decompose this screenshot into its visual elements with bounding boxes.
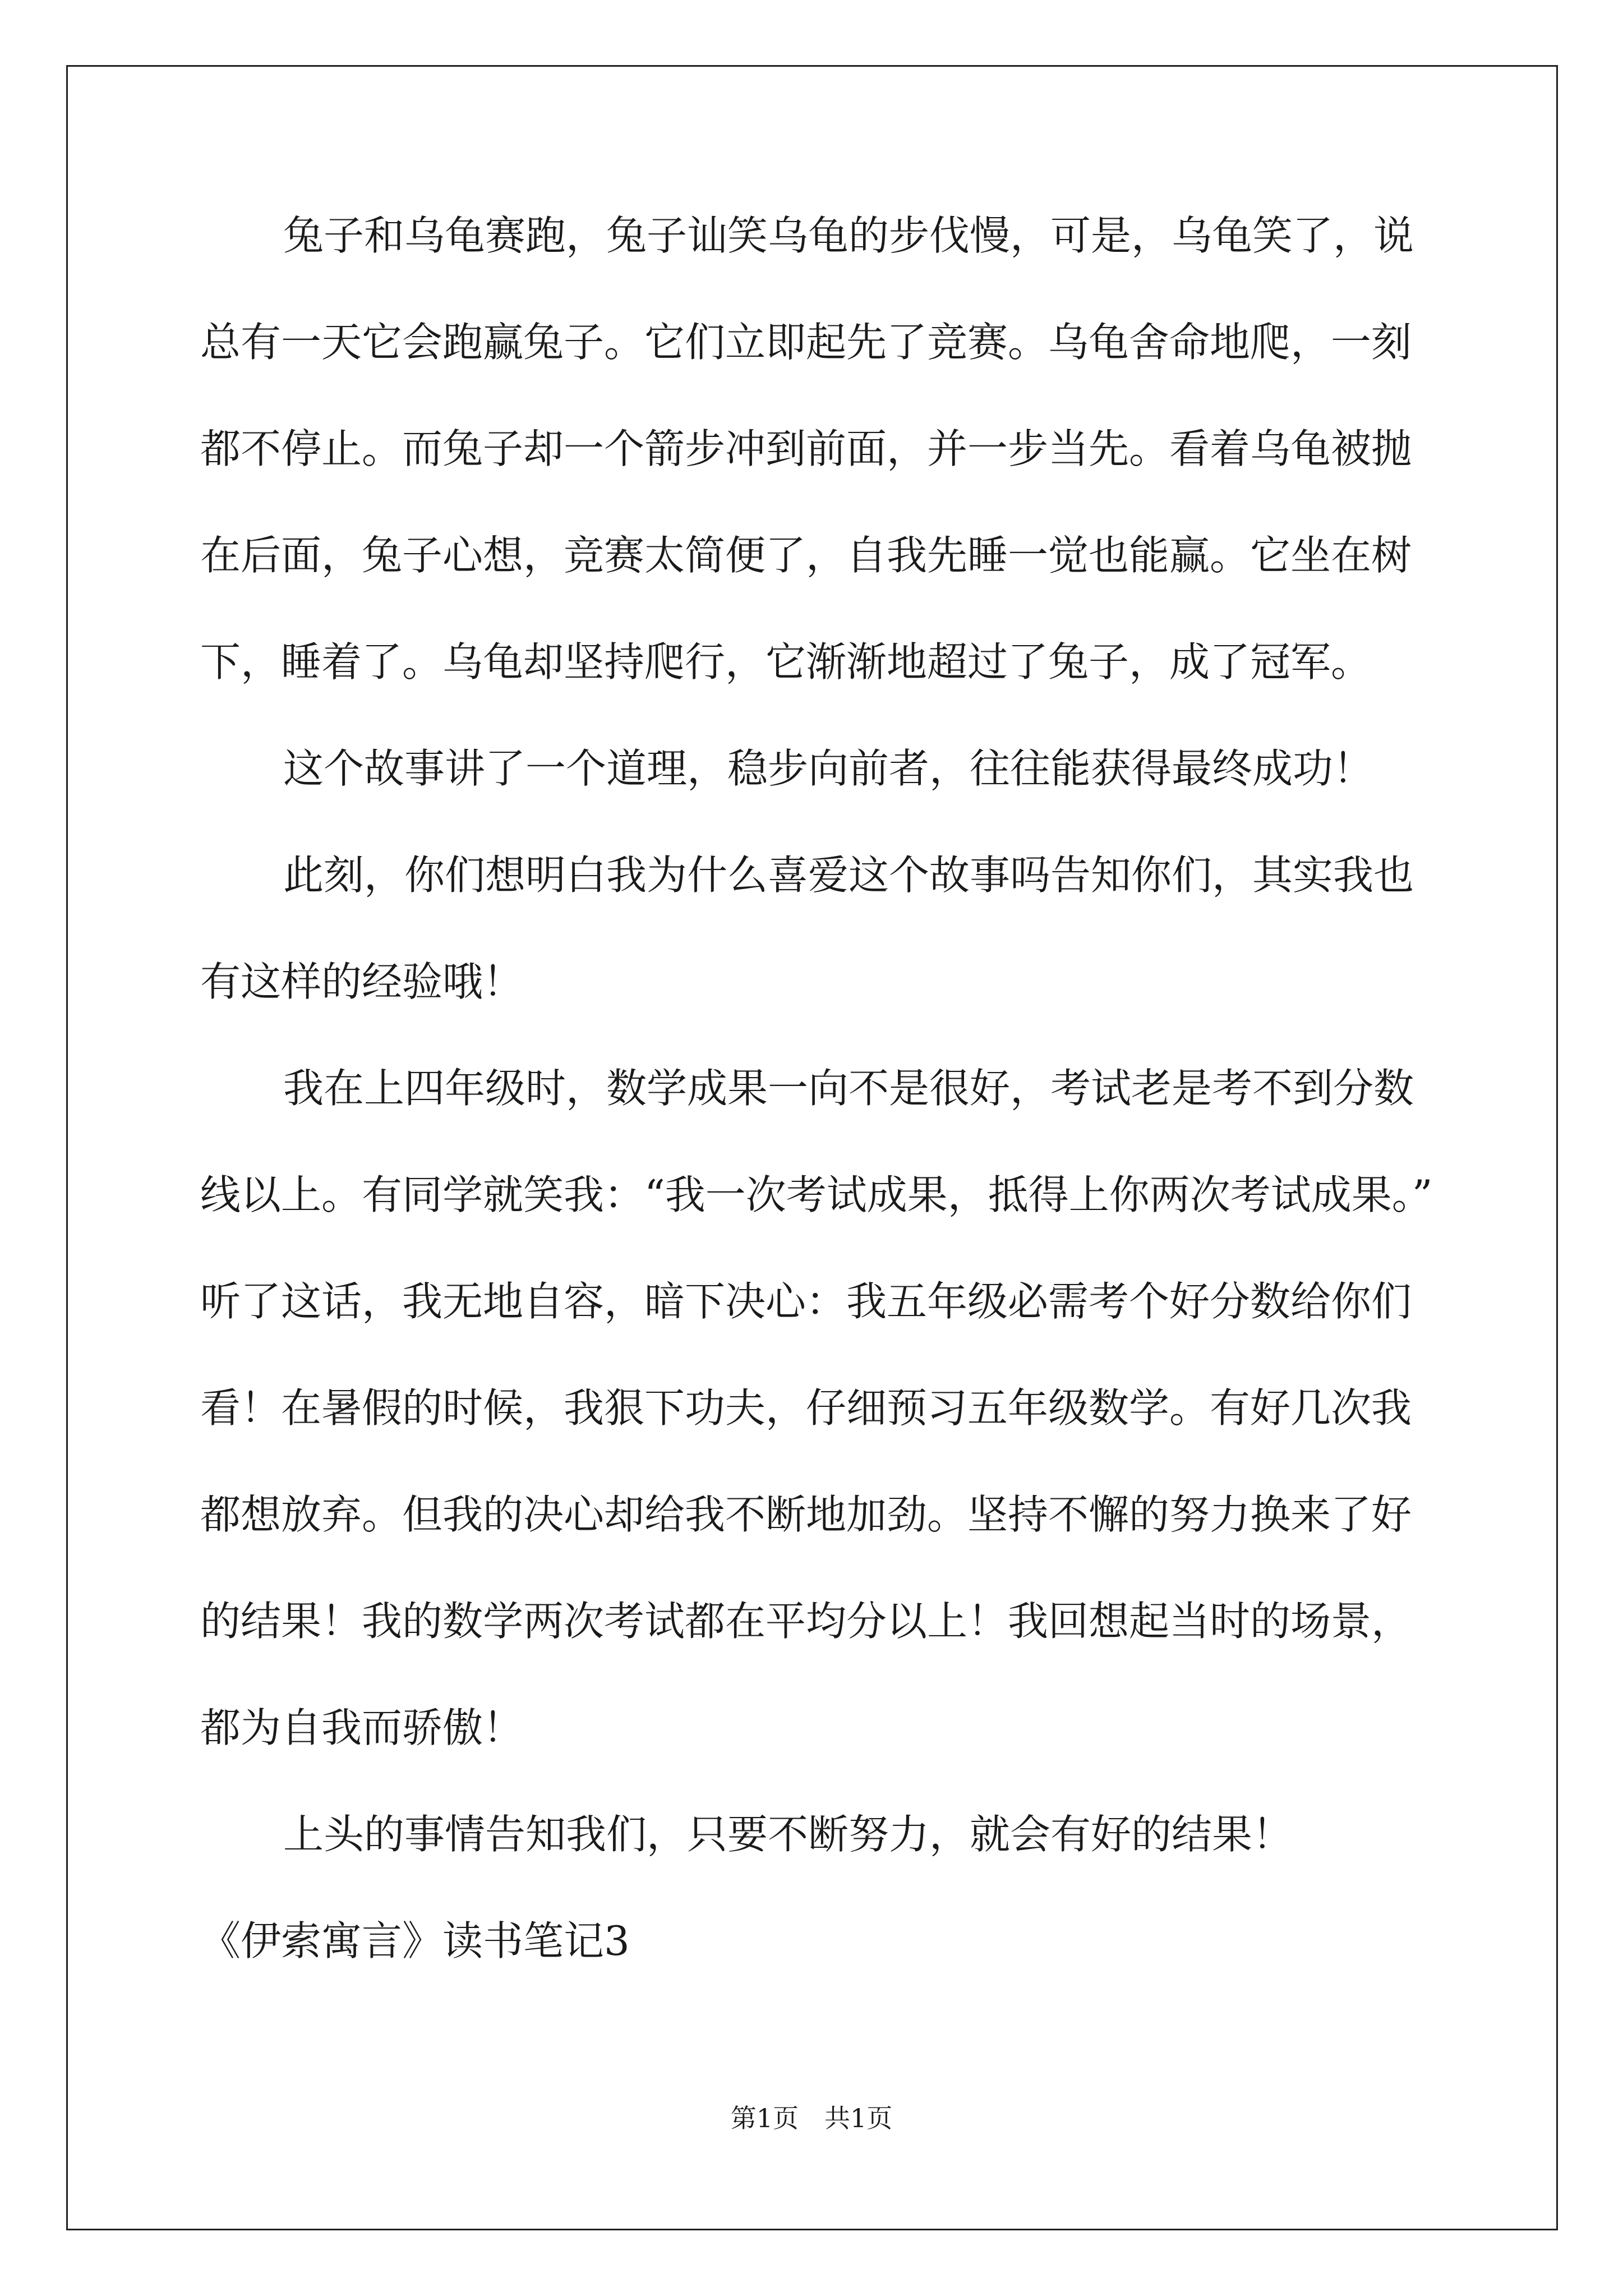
paragraph-line: 在后面，兔子心想，竞赛太简便了，自我先睡一觉也能赢。它坐在树	[200, 532, 1412, 579]
paragraph-line: 的结果！我的数学两次考试都在平均分以上！我回想起当时的场景，	[200, 1598, 1412, 1645]
paragraph-line: 都不停止。而兔子却一个箭步冲到前面，并一步当先。看着乌龟被抛	[200, 425, 1412, 472]
page-border	[66, 65, 1558, 2230]
paragraph-line: 都想放弃。但我的决心却给我不断地加劲。坚持不懈的努力换来了好	[200, 1491, 1412, 1538]
section-heading: 《伊索寓言》读书笔记3	[200, 1917, 630, 1964]
page-number: 第1页 共1页	[730, 2103, 893, 2133]
paragraph-line: 兔子和乌龟赛跑，兔子讪笑乌龟的步伐慢，可是，乌龟笑了，说	[283, 212, 1414, 259]
paragraph-line: 上头的事情告知我们，只要不断努力，就会有好的结果！	[283, 1811, 1293, 1858]
paragraph-line: 我在上四年级时，数学成果一向不是很好，考试老是考不到分数	[283, 1065, 1414, 1112]
paragraph-line: 此刻，你们想明白我为什么喜爱这个故事吗告知你们，其实我也	[283, 852, 1414, 899]
paragraph-line: 这个故事讲了一个道理，稳步向前者，往往能获得最终成功！	[283, 745, 1374, 792]
paragraph-line: 总有一天它会跑赢兔子。它们立即起先了竞赛。乌龟舍命地爬，一刻	[200, 319, 1412, 366]
paragraph-line: 线以上。有同学就笑我：“我一次考试成果，抵得上你两次考试成果。”	[200, 1171, 1433, 1218]
paragraph-line: 都为自我而骄傲！	[200, 1704, 524, 1751]
paragraph-line: 看！在暑假的时候，我狠下功夫，仔细预习五年级数学。有好几次我	[200, 1384, 1412, 1432]
paragraph-line: 听了这话，我无地自容，暗下决心：我五年级必需考个好分数给你们	[200, 1278, 1412, 1325]
paragraph-line: 下，睡着了。乌龟却坚持爬行，它渐渐地超过了兔子，成了冠军。	[200, 638, 1372, 685]
paragraph-line: 有这样的经验哦！	[200, 958, 524, 1005]
